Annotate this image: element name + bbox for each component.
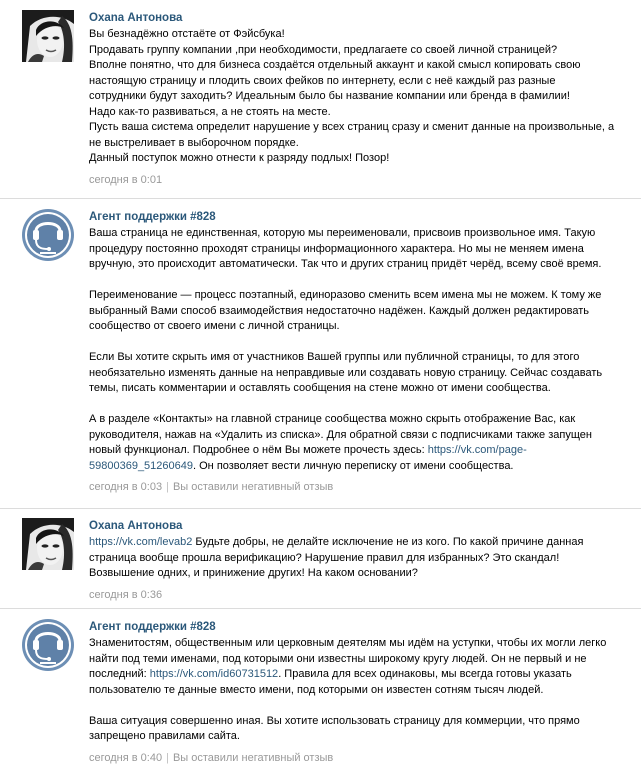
message-line-text: новый функционал. Подробнее о нём Вы можете прочесть здесь: — [89, 444, 428, 456]
message-line: Возвышение одних, и принижение других! На каком основании? — [89, 567, 418, 579]
message-item — [0, 198, 641, 508]
support-agent-avatar-icon[interactable] — [22, 209, 74, 261]
page-link-continued[interactable]: 59800369_51260649 — [89, 459, 194, 472]
message-text — [89, 226, 627, 474]
meta-separator: | — [166, 481, 169, 493]
message-line-text: . Правила для всех одинаковы, мы всегда готовы указать — [278, 668, 572, 680]
rating-status[interactable]: Вы оставили негативный отзыв — [172, 751, 334, 764]
message-line: пользователю те данные вместо имени, под которыми он известен сотням тысяч людей. — [89, 683, 544, 696]
message-text — [89, 27, 627, 167]
message-item — [0, 608, 641, 779]
message-line-text: . Он позволяет вести личную переписку от имени сообщества. — [193, 459, 514, 472]
message-line: Если Вы хотите скрыть имя от участников Вашей группы или публичной страницы, то для этого — [89, 351, 580, 363]
message-author[interactable]: Оxana Антонова — [89, 12, 183, 24]
message-timestamp[interactable]: сегодня в 0:03 — [89, 481, 163, 493]
profile-link[interactable]: https://vk.com/id60731512 — [149, 668, 279, 680]
message-line: вручную, это происходит автоматически. Так что и других страниц придёт черёд, всему своё время. — [89, 258, 602, 270]
message-timestamp[interactable]: сегодня в 0:01 — [89, 173, 163, 186]
message-line: Данный поступок можно отнести к разряду подлых! Позор! — [89, 152, 390, 164]
message-line: процедуру постоянно проходят страницы информационного характера. Но мы не меняем имена — [89, 242, 584, 255]
user-photo-avatar[interactable] — [22, 518, 74, 570]
message-line-text: Будьте добры, не делайте исключение не из кого. По какой причине данная — [192, 536, 584, 548]
meta-separator: | — [166, 751, 169, 764]
message-timestamp[interactable]: сегодня в 0:36 — [89, 588, 163, 601]
message-line: выбранный Вами способ взаимодействия недостаточно надёжен. Каждый должен редактировать — [89, 304, 590, 317]
message-line — [89, 667, 627, 683]
message-line: Вы безнадёжно отстаёте от Фэйсбука! — [89, 28, 285, 40]
message-text — [89, 535, 627, 582]
message-line: запрещено правилами сайта. — [89, 730, 240, 742]
support-agent-avatar-icon[interactable] — [22, 619, 74, 671]
message-line: Переименование — процесс поэтапный, единоразово сменить всем имена мы не можем. К тому же — [89, 289, 602, 301]
message-line: Продавать группу компании ,при необходимости, предлагаете со своей личной страницей? — [89, 43, 558, 56]
message-item — [0, 0, 641, 198]
message-line: Вполне понятно, что для бизнеса создаётся отдельный аккаунт и какой смысл копировать свою — [89, 59, 581, 71]
message-meta — [89, 750, 627, 766]
message-meta — [89, 479, 627, 495]
message-line: Знаменитостям, общественным или церковным деятелям мы идём на уступки, чтобы их могли легко — [89, 637, 607, 649]
message-line — [89, 535, 627, 551]
message-timestamp[interactable]: сегодня в 0:40 — [89, 751, 163, 764]
message-line: руководителя, нажав на «Удалить из списка». Для обратной связи с подписчиками также запущен — [89, 428, 592, 441]
rating-status[interactable]: Вы оставили негативный отзыв — [172, 481, 334, 493]
message-line: необязательно изменять данные на неправдивые или создавать новую страницу. Сейчас создавать — [89, 366, 603, 379]
profile-link[interactable]: https://vk.com/levab2 — [89, 536, 193, 548]
message-line — [89, 459, 627, 475]
message-line — [89, 443, 627, 459]
message-line: сообщество от своего имени с личной страницы. — [89, 320, 340, 332]
message-line: Пусть ваша система определит нарушение у всех страниц сразу и сменит данные на произвольные, а — [89, 121, 615, 133]
message-line: страница вообще прошла верификацию? Нарушение правил для избранных? Это скандал! — [89, 551, 560, 564]
message-line: не выстреливает в выборочном порядке. — [89, 136, 299, 149]
message-line: Ваша ситуация совершенно иная. Вы хотите использовать страницу для коммерции, что прямо — [89, 714, 580, 727]
message-line: Ваша страница не единственная, которую мы переименовали, присвоив произвольное имя. Такую — [89, 227, 596, 239]
message-item — [0, 508, 641, 608]
message-text — [89, 636, 627, 745]
message-line: темы, писать комментарии и оставлять сообщения на стене можно от имени сообщества. — [89, 382, 551, 394]
message-author[interactable]: Агент поддержки #828 — [89, 211, 216, 223]
message-meta — [89, 172, 627, 188]
message-line: А в разделе «Контакты» на главной странице сообщества можно скрыть отображение Вас, как — [89, 413, 576, 425]
message-line: сотрудники будут заходить? Идеальным было бы название компании или бренда в фамилии! — [89, 90, 570, 102]
message-meta — [89, 587, 627, 603]
page-link[interactable]: https://vk.com/page- — [427, 444, 527, 456]
message-line: Надо как-то развиваться, а не стоять на месте. — [89, 105, 331, 118]
user-photo-avatar[interactable] — [22, 10, 74, 62]
message-line-text: последний: — [89, 668, 150, 680]
message-author[interactable]: Оxana Антонова — [89, 520, 183, 532]
message-line: найти под теми именами, под которыми они известны широкому кругу людей. Он не первый и не — [89, 652, 587, 665]
message-line: настоящую страницу и плодить своих фейков по интернету, если с неё каждый раз разные — [89, 74, 556, 87]
message-author[interactable]: Агент поддержки #828 — [89, 621, 216, 633]
